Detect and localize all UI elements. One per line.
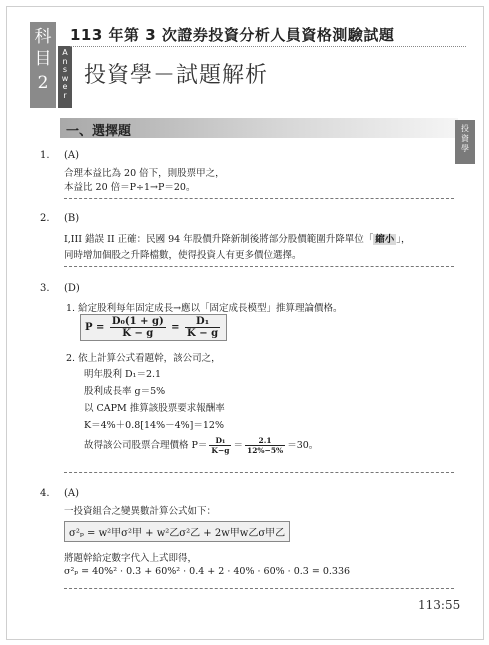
question-number: 1. [40, 150, 50, 161]
divider [64, 588, 454, 589]
question-answer: (B) [64, 213, 80, 224]
title-divider [70, 46, 466, 47]
answer-letter: w [61, 73, 69, 83]
answer-letter: s [62, 65, 68, 75]
denominator: K−g [211, 446, 230, 455]
explanation-line [84, 436, 318, 455]
explanation-line: 本益比 20 倍＝P÷1→P＝20。 [64, 182, 196, 193]
section-heading: 一、選擇題 [66, 124, 132, 139]
divider [64, 472, 454, 473]
explanation-line: 合理本益比為 20 倍下，則股票甲之， [64, 168, 225, 179]
explanation-line: 2. 依上計算公式看題幹，該公司之， [66, 353, 221, 364]
fraction [245, 436, 285, 455]
subject-badge [30, 22, 56, 108]
answer-tab [58, 46, 72, 108]
formula-box: σ²ₚ = w²甲σ²甲 + w²乙σ²乙 + 2w甲w乙σ甲乙 [64, 521, 290, 542]
subject-char-1: 科 [34, 27, 52, 47]
formula-text: P = [85, 322, 108, 333]
side-tab-label: 投資學 [461, 124, 469, 153]
question-answer: (A) [64, 488, 80, 499]
answer-letter: n [62, 56, 68, 66]
formula-box [80, 314, 227, 341]
question-number: 4. [40, 488, 50, 499]
answer-letter: r [63, 90, 67, 100]
question-number: 3. [40, 283, 50, 294]
numerator: D₀(1 + g) [111, 316, 164, 327]
side-tab [455, 120, 475, 164]
fraction [110, 316, 166, 339]
highlight-keyword: 縮小 [375, 234, 395, 245]
answer-letter: e [62, 82, 68, 92]
text-segment: 」， [396, 234, 411, 245]
explanation-line: 股利成長率 g＝5% [84, 386, 166, 397]
fraction [209, 436, 231, 455]
question-answer: (D) [64, 283, 80, 294]
explanation-line: 將題幹給定數字代入上式即得， [64, 553, 198, 564]
text-segment: ＝30。 [287, 440, 319, 451]
page-frame [6, 6, 484, 640]
text-segment: ＝ [233, 440, 243, 451]
exam-title: 113 年第 3 次證券投資分析人員資格測驗試題 [70, 26, 395, 44]
explanation-line: 同時增加個股之升降檔數，使得投資人有更多價位選擇。 [64, 250, 302, 261]
main-title: 投資學－試題解析 [84, 63, 269, 88]
divider [64, 198, 454, 199]
formula-text: = [167, 322, 184, 333]
numerator: 2.1 [245, 436, 285, 446]
explanation-line [64, 231, 411, 245]
explanation-line: σ²ₚ = 40%² · 0.3 + 60%² · 0.4 + 2 · 40% · 60% · 0.3 = 0.336 [64, 566, 351, 577]
subject-number: 2 [37, 73, 49, 93]
denominator: K − g [187, 328, 219, 339]
divider [64, 266, 454, 267]
answer-letter: A [62, 48, 68, 57]
denominator: 12%−5% [246, 446, 284, 455]
question-answer: (A) [64, 150, 80, 161]
explanation-line: 明年股利 D₁＝2.1 [84, 369, 162, 380]
explanation-line: 以 CAPM 推算該股票要求報酬率 [84, 403, 225, 414]
explanation-line: K＝4%＋0.8[14%－4%]＝12% [84, 420, 224, 431]
explanation-line: 1. 給定股利每年固定成長→應以「固定成長模型」推算理論價格。 [66, 303, 343, 314]
question-number: 2. [40, 213, 50, 224]
page-number: 113:55 [418, 598, 461, 612]
text-segment: 故得該公司股票合理價格 P＝ [84, 440, 208, 451]
fraction [185, 316, 220, 339]
numerator: D₁ [185, 316, 220, 328]
explanation-line: 一投資組合之變異數計算公式如下： [64, 506, 217, 517]
subject-char-2: 目 [34, 49, 52, 69]
denominator: K − g [122, 328, 154, 339]
numerator: D₁ [209, 436, 231, 446]
text-segment: I,III 錯誤 II 正確：民國 94 年股價升降新制後將部分股價範圍升降單位「 [64, 234, 374, 245]
